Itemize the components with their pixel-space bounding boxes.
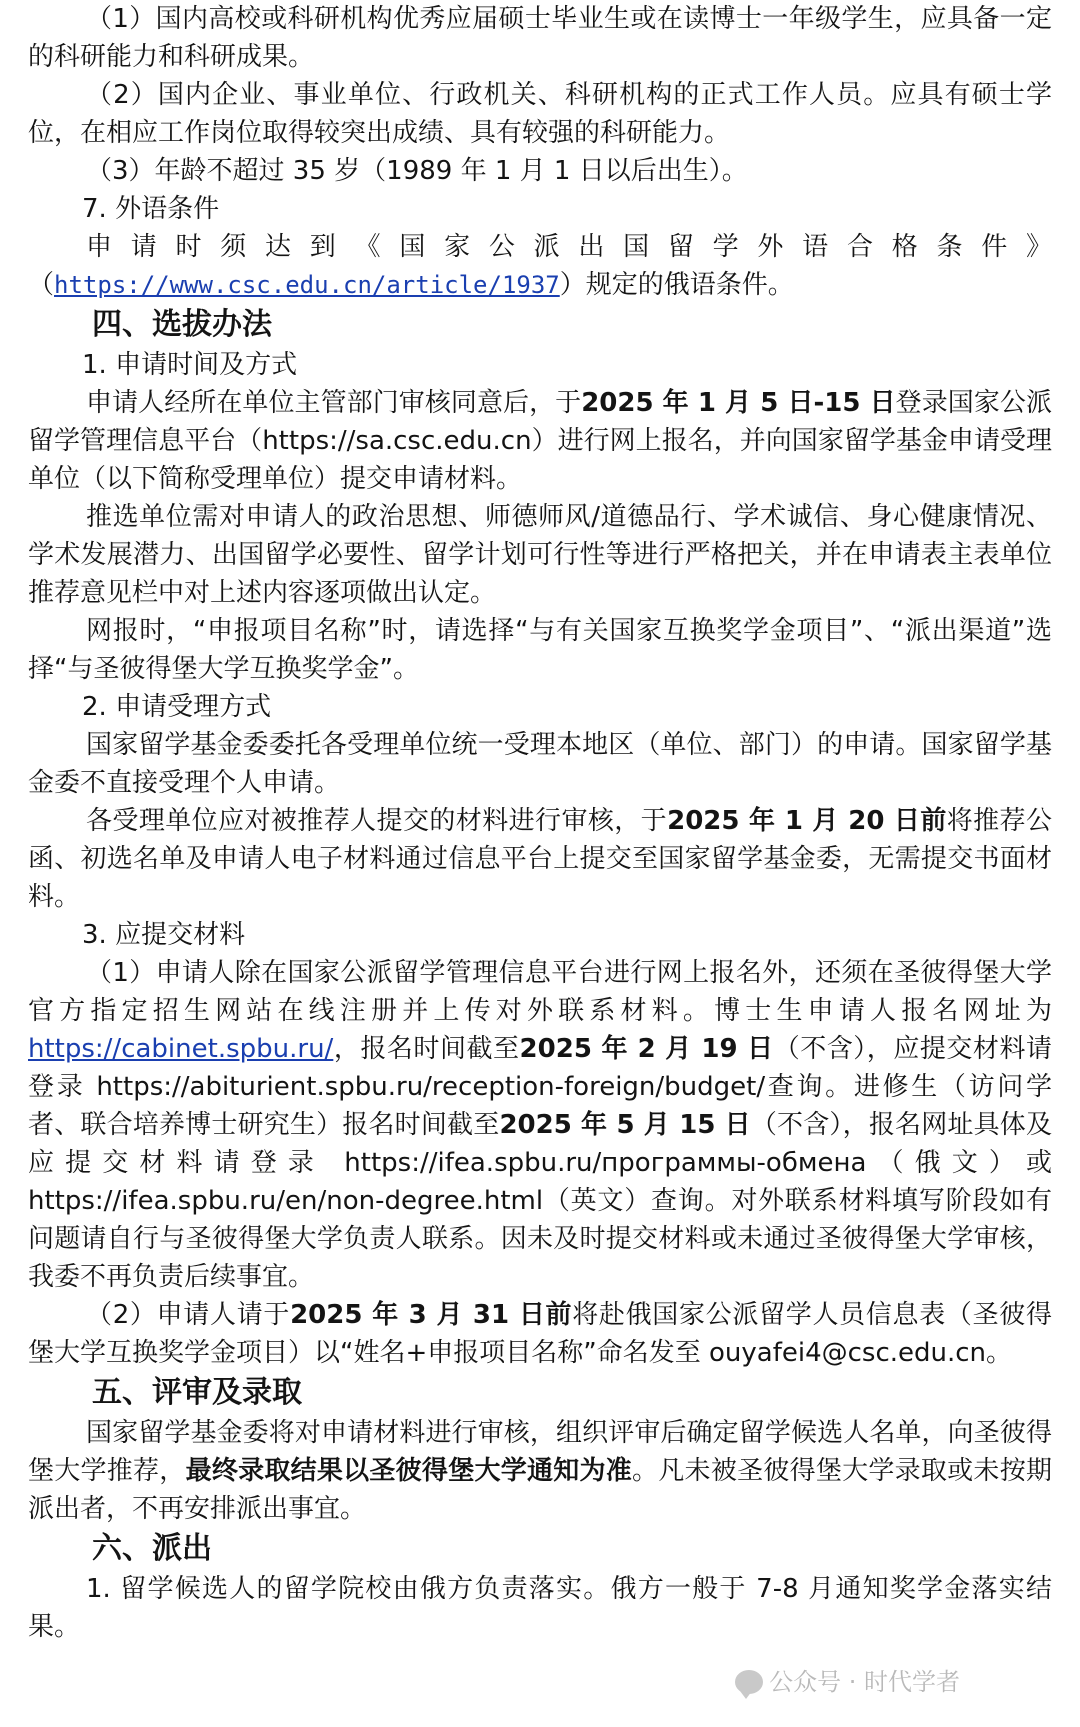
subheading-language: 7. 外语条件 bbox=[82, 194, 220, 224]
document-body bbox=[28, 0, 1052, 1646]
text: 各受理单位应对被推荐人提交的材料进行审核，于 bbox=[86, 806, 668, 836]
subheading-materials: 3. 应提交材料 bbox=[82, 920, 246, 950]
text: 将赴俄国家公派留学人员信息表（圣彼得堡大学互换奖学金项目）以“姓名+申报项目名称”命名发至 ouyafei4@csc.edu.cn。 bbox=[28, 1300, 1052, 1368]
deadline: 2025 年 2 月 19 日 bbox=[519, 1034, 774, 1064]
date-range: 2025 年 1 月 5 日-15 日 bbox=[581, 388, 896, 418]
paragraph-materials-1 bbox=[28, 954, 1052, 1296]
section-heading-dispatch: 六、派出 bbox=[92, 1531, 212, 1566]
paragraph-acceptance-2 bbox=[28, 802, 1052, 916]
csc-article-link[interactable]: https://www.csc.edu.cn/article/1937 bbox=[54, 271, 560, 299]
paragraph-recommendation: 推选单位需对申请人的政治思想、师德师风/道德品行、学术诚信、身心健康情况、学术发展潜力、出国留学必要性、留学计划可行性等进行严格把关，并在申请表主表单位推荐意见栏中对上述内容逐项做出认定。 bbox=[28, 502, 1052, 608]
text: （不含），报名网址具体及应提交材料请登录 https://ifea.spbu.ru/программы-обмена（俄文）或 https://ifea.spbu.ru/en/non-degree.html（英文）查询。对外联系材料填写阶段如有问题请自行与圣彼得堡大学负责人联系。因未及时提交材料或未通过圣彼得堡大学审核，我委不再负责后续事宜。 bbox=[28, 1110, 1052, 1292]
text: 申请人经所在单位主管部门审核同意后，于 bbox=[86, 388, 582, 418]
text: 将推荐公函、初选名单及申请人电子材料通过信息平台上提交至国家留学基金委，无需提交书面材料。 bbox=[28, 806, 1052, 912]
paragraph-application-time bbox=[28, 384, 1052, 498]
deadline: 2025 年 1 月 20 日前 bbox=[667, 806, 947, 836]
text: 。凡未被圣彼得堡大学录取或未按期派出者，不再安排派出事宜。 bbox=[28, 1456, 1052, 1524]
subheading-acceptance: 2. 申请受理方式 bbox=[82, 692, 272, 722]
text: （2）申请人请于 bbox=[86, 1300, 291, 1330]
paragraph-acceptance-1: 国家留学基金委委托各受理单位统一受理本地区（单位、部门）的申请。国家留学基金委不直接受理个人申请。 bbox=[28, 730, 1052, 798]
wechat-bubble-icon bbox=[735, 1670, 763, 1694]
watermark bbox=[735, 1667, 960, 1697]
paragraph-eligibility-3: （3）年龄不超过 35 岁（1989 年 1 月 1 日以后出生）。 bbox=[86, 156, 748, 186]
paragraph-online-filing: 网报时，“申报项目名称”时，请选择“与有关国家互换奖学金项目”、“派出渠道”选择“与圣彼得堡大学互换奖学金”。 bbox=[28, 616, 1052, 684]
paragraph-eligibility-2: （2）国内企业、事业单位、行政机关、科研机构的正式工作人员。应具有硕士学位，在相应工作岗位取得较突出成绩、具有较强的科研能力。 bbox=[28, 80, 1052, 148]
deadline: 2025 年 5 月 15 日 bbox=[499, 1110, 751, 1140]
deadline: 2025 年 3 月 31 日前 bbox=[290, 1300, 573, 1330]
paragraph-language-line2: （https://www.csc.edu.cn/article/1937）规定的俄语条件。 bbox=[28, 270, 794, 300]
language-requirement-text: ）规定的俄语条件。 bbox=[559, 270, 794, 300]
text: （1）申请人除在国家公派留学管理信息平台进行网上报名外，还须在圣彼得堡大学官方指定招生网站在线注册并上传对外联系材料。博士生申请人报名网址为 bbox=[28, 958, 1052, 1026]
paragraph-review bbox=[28, 1414, 1052, 1528]
paragraph-eligibility-1: （1）国内高校或科研机构优秀应届硕士毕业生或在读博士一年级学生，应具备一定的科研能力和科研成果。 bbox=[28, 4, 1052, 72]
paragraph-dispatch: 1. 留学候选人的留学院校由俄方负责落实。俄方一般于 7-8 月通知奖学金落实结果。 bbox=[28, 1574, 1052, 1642]
subheading-application-time: 1. 申请时间及方式 bbox=[82, 350, 298, 380]
watermark-text: 公众号 · 时代学者 bbox=[769, 1668, 960, 1696]
section-heading-selection: 四、选拔办法 bbox=[92, 307, 272, 342]
text: 国家留学基金委将对申请材料进行审核，组织评审后确定留学候选人名单，向圣彼得堡大学推荐， bbox=[28, 1418, 1052, 1486]
section-heading-review: 五、评审及录取 bbox=[92, 1375, 302, 1410]
text: （不含），应提交材料请登录 https://abiturient.spbu.ru/reception-foreign/budget/查询。进修生（访问学者、联合培养博士研究生）报名时间截至 bbox=[28, 1034, 1052, 1140]
emphasis: 最终录取结果以圣彼得堡大学通知为准 bbox=[185, 1456, 633, 1486]
paragraph-materials-2 bbox=[28, 1296, 1052, 1372]
text: 登录国家公派留学管理信息平台（https://sa.csc.edu.cn）进行网上报名，并向国家留学基金申请受理单位（以下简称受理单位）提交申请材料。 bbox=[28, 388, 1052, 494]
cabinet-spbu-link[interactable]: https://cabinet.spbu.ru/ bbox=[28, 1034, 334, 1064]
paragraph-language-line1: 申 请 时 须 达 到 《 国 家 公 派 出 国 留 学 外 语 合 格 条 件 》 bbox=[86, 232, 1052, 262]
text: ，报名时间截至 bbox=[333, 1034, 520, 1064]
